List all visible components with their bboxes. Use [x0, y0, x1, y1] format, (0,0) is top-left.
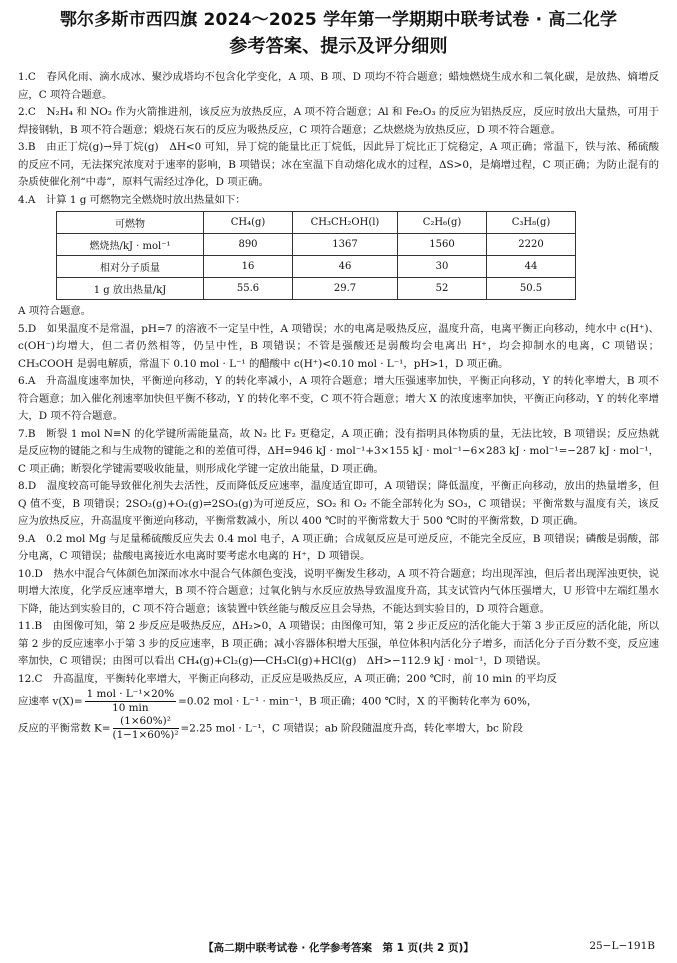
fraction-denominator: 10 min — [112, 702, 149, 714]
table-cell: 相对分子质量 — [57, 256, 204, 278]
rate-fraction — [85, 688, 177, 715]
rate-prefix: 应速率 v(X)= — [18, 695, 83, 708]
table-cell: 46 — [293, 256, 398, 278]
table-cell: 30 — [398, 256, 487, 278]
table-cell: 1 g 放出热量/kJ — [57, 278, 204, 300]
table-cell: 2220 — [487, 234, 576, 256]
answer-7: 7.B 断裂 1 mol N≡N 的化学键所需能量高，故 N₂ 比 F₂ 更稳定，A 项正确；没有指明具体物质的量，无法比较，B 项错误；反应热就是反应物的键能之和与生成物的键能之和的差值可得，ΔH=946 kJ · mol⁻¹+3×155 kJ · mol⁻¹−6×283 kJ · mol⁻¹=−287 kJ · mol⁻¹，C 项正确；断裂化学键需要吸收能量，则形成化学键一定放出能量，D 项正确。 — [18, 427, 659, 475]
table-cell: 可燃物 — [57, 212, 204, 234]
table-cell: CH₃CH₂OH(l) — [293, 212, 398, 234]
table-row — [57, 234, 576, 256]
answer-12-rate — [18, 688, 659, 715]
page-subtitle: 参考答案、提示及评分细则 — [229, 36, 448, 57]
page-footer — [0, 940, 677, 955]
answer-4-intro: 4.A 计算 1 g 可燃物完全燃烧时放出热量如下： — [18, 193, 246, 206]
page-title: 鄂尔多斯市西四旗 2024～2025 学年第一学期期中联考试卷 · 高二化学 — [59, 10, 618, 30]
table-cell: 55.6 — [204, 278, 293, 300]
fraction-denominator: (1−1×60%)² — [112, 729, 179, 741]
answer-5: 5.D 如果温度不是常温，pH=7 的溶液不一定呈中性，A 项错误；水的电离是吸热反应，温度升高，电离平衡正向移动，纯水中 c(H⁺)、c(OH⁻)均增大，但二者仍然相等，仍呈中性，B 项错误；不管是强酸还是弱酸均会电离出 H⁺，均会抑制水的电离，C 项错误；CH₃COOH 是弱电解质，常温下 0.10 mol · L⁻¹ 的醋酸中 c(H⁺)<0.10 mol · L⁻¹，pH>1，D 项正确。 — [18, 322, 659, 370]
table-cell: 890 — [204, 234, 293, 256]
table-cell: C₂H₆(g) — [398, 212, 487, 234]
answer-4 — [18, 192, 659, 321]
table-cell: C₃H₈(g) — [487, 212, 576, 234]
table-cell: 50.5 — [487, 278, 576, 300]
table-row — [57, 278, 576, 300]
table-cell: 燃烧热/kJ · mol⁻¹ — [57, 234, 204, 256]
answer-9: 9.A 0.2 mol Mg 与足量稀硫酸反应失去 0.4 mol 电子，A 项正确；合成氨反应是可逆反应，不能完全反应，B 项错误；磷酸是弱酸，部分电离，C 项错误；盐酸电离接近水电离时要考虑水电离的 H⁺，D 项错误。 — [18, 532, 659, 562]
table-cell: 16 — [204, 256, 293, 278]
heat-table-header — [57, 212, 576, 234]
table-cell: CH₄(g) — [204, 212, 293, 234]
answer-1: 1.C 春风化雨、滴水成冰、聚沙成塔均不包含化学变化，A 项、B 项、D 项均不符合题意；蜡烛燃烧生成水和二氧化碳，是放热、熵增反应，C 项符合题意。 — [18, 71, 659, 101]
fraction-numerator: (1×60%)² — [113, 715, 179, 729]
heat-table — [56, 211, 576, 300]
rate-suffix: =0.02 mol · L⁻¹ · min⁻¹，B 项正确；400 ℃时，X 的平衡转化率为 60%， — [178, 695, 538, 708]
k-suffix: =2.25 mol · L⁻¹，C 项错误；ab 阶段随温度升高，转化率增大，bc 阶段 — [180, 722, 523, 735]
answer-11: 11.B 由图像可知，第 2 步反应是吸热反应，ΔH₂>0，A 项错误；由图像可知，第 2 步正反应的活化能大于第 3 步正反应的活化能，所以第 2 步的反应速率小于第 3 步的反应速率，B 项正确；减小容器体积增大压强，单位体积内活化分子增多，而活化分子百分数不变，反应速率加快，C 项错误；由图可以看出 CH₄(g)+Cl₂(g)──CH₃Cl(g)+HCl(g) ΔH>−112.9 kJ · mol⁻¹，D 项错误。 — [18, 620, 659, 667]
table-cell: 52 — [398, 278, 487, 300]
answer-8: 8.D 温度较高可能导致催化剂失去活性，反而降低反应速率，温度适宜即可，A 项错误；降低温度，平衡正向移动，放出的热量增多，但 Q 值不变，B 项错误；2SO₂(g)+O₂(g)⇌2SO₃(g)为可逆反应，SO₂ 和 O₂ 不能全部转化为 SO₃，C 项错误；平衡常数与温度有关，该反应为放热反应，升高温度平衡逆向移动，平衡常数减小，所以 400 ℃时的平衡常数大于 500 ℃时的平衡常数，D 项正确。 — [18, 480, 659, 527]
answer-12-line1: 12.C 升高温度，平衡转化率增大，平衡正向移动，正反应是吸热反应，A 项正确；200 ℃时，前 10 min 的平均反 — [18, 672, 558, 685]
footer-label: 【高二期中联考试卷 · 化学参考答案 第 1 页(共 2 页)】 — [203, 942, 474, 954]
fraction-numerator: 1 mol · L⁻¹×20% — [86, 688, 175, 700]
answer-12 — [18, 671, 659, 743]
table-cell: 1367 — [293, 234, 398, 256]
table-row — [57, 256, 576, 278]
answer-6: 6.A 升高温度速率加快，平衡逆向移动，Y 的转化率减小，A 项符合题意；增大压强速率加快，平衡正向移动，Y 的转化率增大，B 项不符合题意；加入催化剂速率加快但平衡不移动，Y 的转化率不变，C 项不符合题意；增大 X 的浓度速率加快，平衡正向移动，Y 的转化率增大，D 项不符合题意。 — [18, 375, 659, 422]
answer-12-k — [18, 715, 659, 742]
footer-code: 25−L−191B — [589, 940, 655, 952]
table-cell: 29.7 — [293, 278, 398, 300]
k-fraction — [113, 715, 179, 742]
table-cell: 44 — [487, 256, 576, 278]
k-prefix: 反应的平衡常数 K= — [18, 722, 111, 735]
table-cell: 1560 — [398, 234, 487, 256]
answer-4-conclusion: A 项符合题意。 — [18, 305, 92, 317]
answer-10: 10.D 热水中混合气体颜色加深而冰水中混合气体颜色变浅，说明平衡发生移动，A 项不符合题意；均出现浑浊，但后者出现浑浊更快，说明增大浓度，化学反应速率增大，B 项不符合题意；过氧化钠与水反应放热导致温度升高，其支试管内气体压强增大，U 形管中左端红墨水下降，能达到实验目的，C 项不符合题意；该装置中铁丝能与酸反应且会导热，不能达到实验目的，D 项符合题意。 — [18, 567, 659, 615]
answer-3: 3.B 由正丁烷(g)→异丁烷(g) ΔH<0 可知，异丁烷的能量比正丁烷低，因此异丁烷比正丁烷稳定，A 项正确；常温下，铁与浓、稀硫酸的反应不同，无法探究浓度对于速率的影响，B 项错误；冰在室温下自动熔化成水的过程，ΔS>0，是熵增过程，C 项正确；为防止混有的杂质使催化剂“中毒”，原料气需经过净化，D 项正确。 — [18, 141, 659, 188]
answer-2: 2.C N₂H₄ 和 NO₂ 作为火箭推进剂，该反应为放热反应，A 项不符合题意；Al 和 Fe₂O₃ 的反应为铝热反应，反应时放出大量热，可用于焊接钢轨，B 项不符合题意；煅烧石灰石的反应为吸热反应，C 项符合题意；乙炔燃烧为放热反应，D 项不符合题意。 — [18, 106, 659, 136]
